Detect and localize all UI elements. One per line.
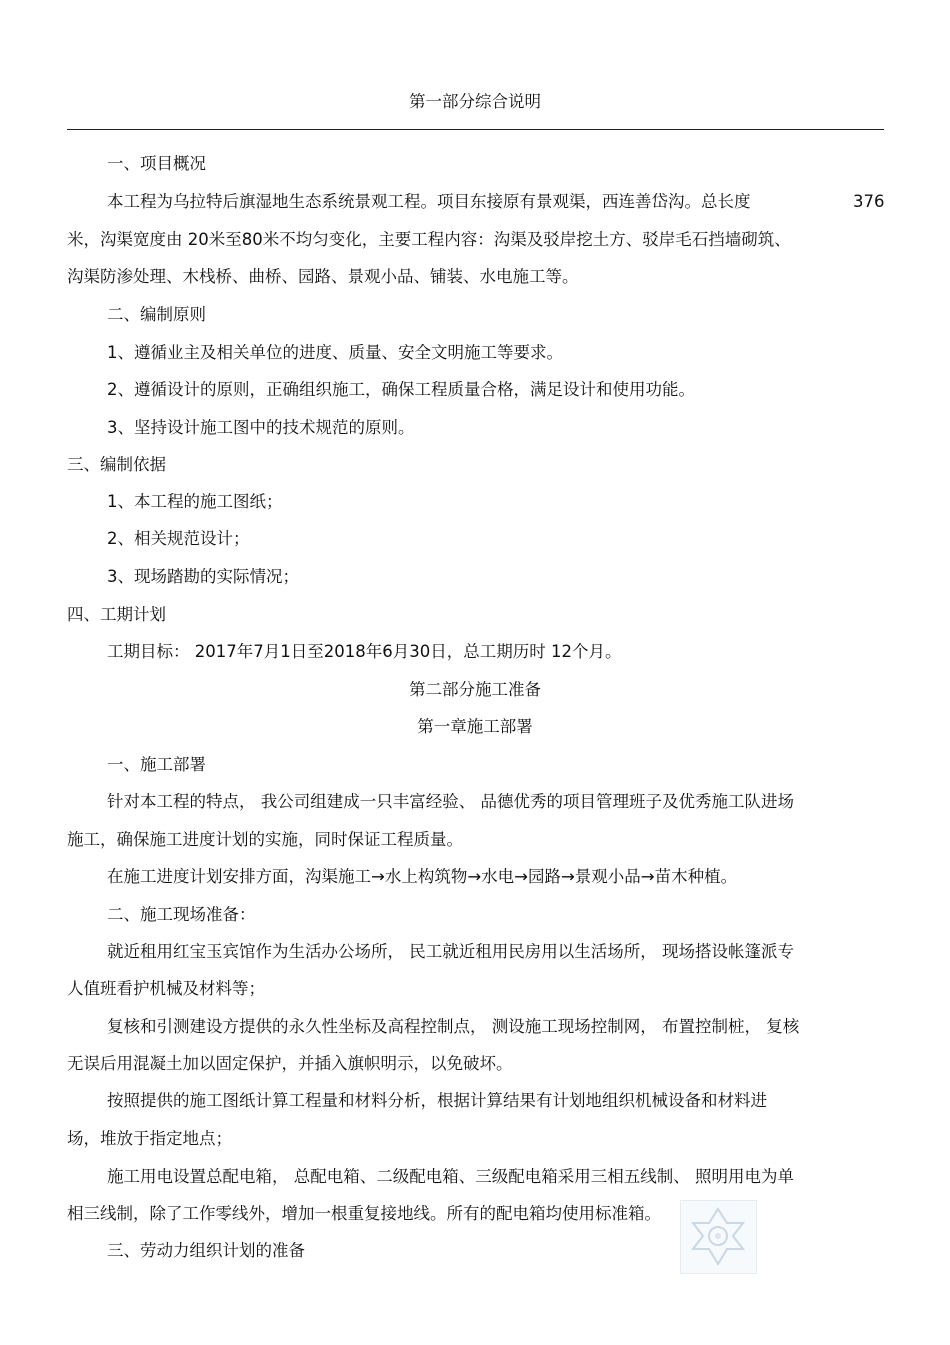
list-item: 1、遵循业主及相关单位的进度、质量、安全文明施工等要求。 [107, 343, 563, 362]
section-heading: 四、工期计划 [67, 605, 166, 624]
paragraph-line: 按照提供的施工图纸计算工程量和材料分析，根据计算结果有计划地组织机械设备和材料进 [107, 1091, 767, 1110]
list-item: 2、遵循设计的原则，正确组织施工，确保工程质量合格，满足设计和使用功能。 [107, 380, 695, 399]
paragraph-line: 工期目标： 2017年7月1日至2018年6月30日，总工期历时 12个月。 [107, 642, 622, 661]
part-heading: 第二部分施工准备 [409, 680, 541, 699]
paragraph-line: 就近租用红宝玉宾馆作为生活办公场所， 民工就近租用民房用以生活场所， 现场搭设帐篷派专 [107, 942, 794, 961]
watermark-logo [680, 1200, 757, 1274]
paragraph-line: 人值班看护机械及材料等； [67, 979, 265, 998]
paragraph-line: 施工，确保施工进度计划的实施，同时保证工程质量。 [67, 830, 463, 849]
title-divider [67, 129, 884, 130]
list-item: 2、相关规范设计； [107, 529, 250, 548]
section-heading: 三、劳动力组织计划的准备 [107, 1241, 305, 1260]
section-heading: 三、编制依据 [67, 455, 166, 474]
paragraph-line: 施工用电设置总配电箱， 总配电箱、二级配电箱、三级配电箱采用三相五线制、 照明用电为单 [107, 1167, 794, 1186]
list-item: 3、坚持设计施工图中的技术规范的原则。 [107, 418, 415, 437]
section-heading: 一、施工部署 [107, 755, 206, 774]
section-heading: 二、施工现场准备： [107, 905, 256, 924]
paragraph-line: 无误后用混凝土加以固定保护，并插入旗帜明示，以免破坏。 [67, 1054, 513, 1073]
paragraph-line: 本工程为乌拉特后旗湿地生态系统景观工程。项目东接原有景观渠，西连善岱沟。总长度 [107, 192, 751, 211]
chapter-heading: 第一章施工部署 [417, 717, 533, 736]
section-heading: 一、项目概况 [107, 154, 206, 173]
section-heading: 二、编制原则 [107, 305, 206, 324]
paragraph-line: 376 [853, 192, 885, 211]
paragraph-line: 沟渠防渗处理、木栈桥、曲桥、园路、景观小品、铺装、水电施工等。 [67, 267, 579, 286]
list-item: 1、本工程的施工图纸； [107, 492, 283, 511]
paragraph-line: 复核和引测建设方提供的永久性坐标及高程控制点， 测设施工现场控制网， 布置控制桩， 复核 [107, 1017, 800, 1036]
document-title: 第一部分综合说明 [409, 92, 541, 111]
paragraph-line: 针对本工程的特点， 我公司组建成一只丰富经验、 品德优秀的项目管理班子及优秀施工队进场 [107, 792, 794, 811]
paragraph-line: 场，堆放于指定地点； [67, 1129, 232, 1148]
list-item: 3、现场踏勘的实际情况； [107, 567, 299, 586]
paragraph-line: 米，沟渠宽度由 20米至80米不均匀变化，主要工程内容：沟渠及驳岸挖土方、驳岸毛石挡墙砌筑、 [67, 230, 791, 249]
paragraph-line: 相三线制，除了工作零线外，增加一根重复接地线。所有的配电箱均使用标准箱。 [67, 1204, 661, 1223]
paragraph-line: 在施工进度计划安排方面，沟渠施工→水上构筑物→水电→园路→景观小品→苗木种植。 [107, 867, 738, 886]
